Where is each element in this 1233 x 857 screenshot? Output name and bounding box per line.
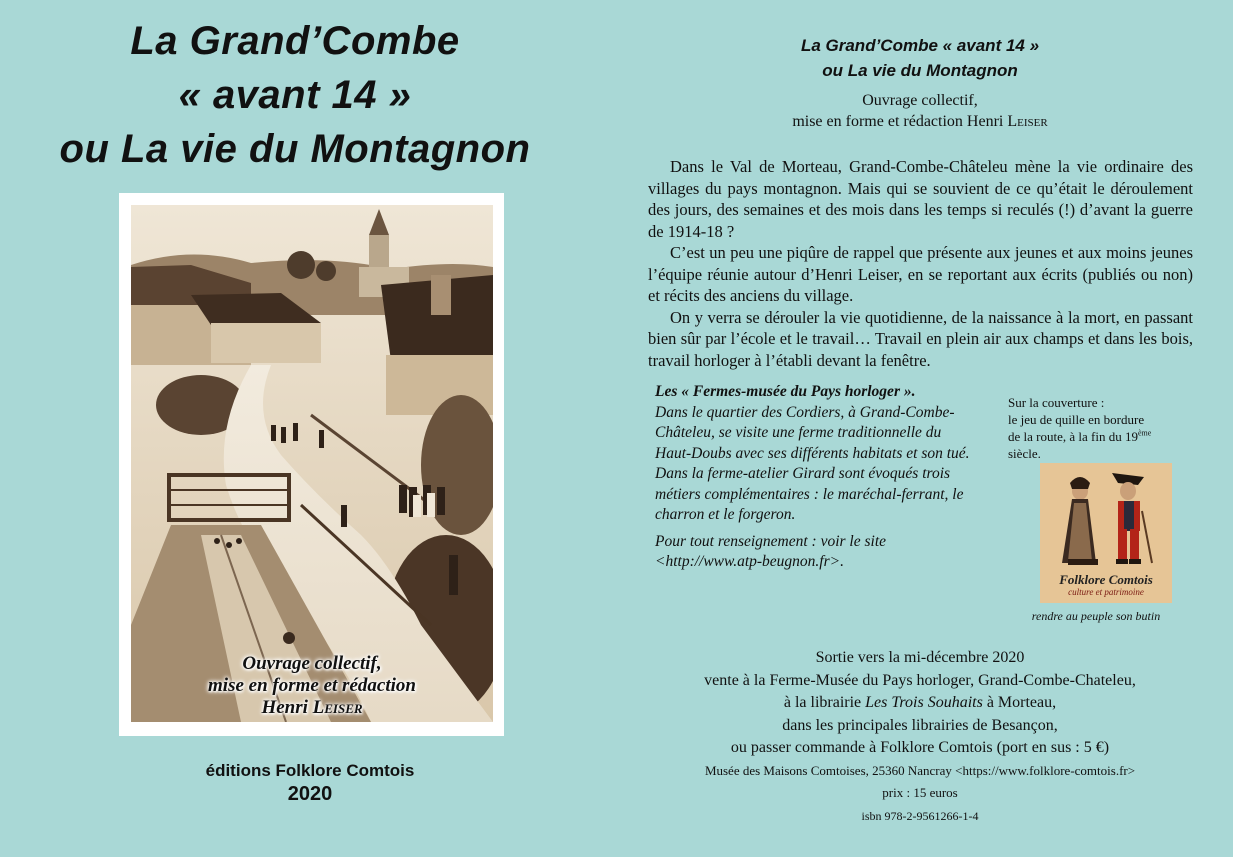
sale-line-2: vente à la Ferme-Musée du Pays horloger, Grand-Combe-Chateleu,: [704, 671, 1136, 689]
cover-photo-frame: [119, 193, 504, 736]
folklore-comtois-logo: [1040, 463, 1172, 603]
sale-libr-prefix: à la librairie: [783, 694, 862, 711]
cover-note-line2: le jeu de quille en bordure: [1008, 412, 1145, 427]
description-paragraph-3: On y verra se dérouler la vie quotidienne, de la naissance à la mort, en passant bien sûr par l’école et le travail… Travail en plein air aux champs et dans les bois, travail horloger à l’établi devant la fenêtre.: [648, 307, 1193, 370]
back-subtitle: [620, 90, 1220, 132]
caption-author-first: Henri: [261, 697, 308, 718]
cover-note-line3: [1008, 428, 1198, 445]
isbn-line: isbn 978-2-9561266-1-4: [861, 808, 979, 823]
sale-line-5: ou passer commande à Folklore Comtois (port en sus : 5 €): [730, 739, 1110, 756]
cover-photo-caption: [131, 653, 493, 719]
sale-info: [620, 647, 1220, 827]
cover-note: [1008, 394, 1198, 462]
sale-libr-suffix: à Morteau,: [986, 694, 1057, 711]
cover-title-line3: ou La vie du Montagnon: [59, 127, 531, 171]
sale-line-4: dans les principales librairies de Besançon,: [782, 716, 1058, 734]
musee-heading: Les « Fermes-musée du Pays horloger ».: [655, 383, 916, 400]
musee-box: [655, 382, 980, 573]
description-paragraph-2: C’est un peu une piqûre de rappel que présente aux jeunes et aux moins jeunes l’équipe réunie autour d’Henri Leiser, en se reportant aux écrits (publiés ou non) et récits des anciens du village.: [648, 243, 1193, 305]
cover-note-line3-text: de la route, à la fin du 19: [1008, 429, 1138, 444]
logo-tagline: culture et patrimoine: [1068, 587, 1144, 597]
musee-paragraph-3: Pour tout renseignement : voir le site <http://www.atp-beugnon.fr>.: [655, 532, 887, 570]
caption-line2: mise en forme et rédaction: [208, 675, 416, 696]
publisher-block: [110, 760, 510, 806]
sale-line-1: Sortie vers la mi-décembre 2020: [815, 649, 1025, 666]
cover-title-line2: « avant 14 »: [178, 73, 412, 117]
publisher-name: éditions Folklore Comtois: [205, 761, 415, 780]
logo-caption: rendre au peuple son butin: [1031, 609, 1161, 623]
back-sub-line2-prefix: mise en forme et rédaction Henri: [792, 113, 1004, 130]
musee-paragraph-1: Dans le quartier des Cordiers, à Grand-Combe-Châteleu, se visite une ferme traditionnelle du Haut-Doubs avec ses différents habitats et son tué.: [655, 403, 970, 462]
address-line: Musée des Maisons Comtoises, 25360 Nancray <https://www.folklore-comtois.fr>: [704, 762, 1136, 778]
caption-author-last: Leiser: [312, 697, 363, 718]
cover-title: [40, 14, 550, 176]
cover-note-line4: siècle.: [1008, 446, 1041, 461]
village-photo-illustration: [131, 205, 493, 722]
publication-year: 2020: [287, 783, 333, 805]
cover-note-line1: Sur la couverture :: [1008, 395, 1105, 410]
logo-name: Folklore Comtois: [1059, 572, 1153, 587]
back-sub-line2: [620, 111, 1220, 132]
caption-line1: Ouvrage collectif,: [242, 653, 382, 674]
cover-title-line1: La Grand’Combe: [130, 19, 460, 63]
back-title-line2: ou La vie du Montagnon: [822, 61, 1018, 80]
cover-photo: [131, 205, 493, 722]
back-sub-author-last: Leiser: [1007, 113, 1048, 130]
back-title: [620, 33, 1220, 83]
back-sub-line1: Ouvrage collectif,: [862, 92, 978, 109]
back-title-line1: La Grand’Combe « avant 14 »: [800, 36, 1040, 55]
caption-author: [131, 697, 493, 719]
musee-paragraph-2: Dans la ferme-atelier Girard sont évoqués trois métiers complémentaires : le maréchal-ferrant, le charron et le forgeron.: [655, 465, 964, 523]
description-body: [648, 156, 1193, 371]
price-line: prix : 15 euros: [882, 785, 958, 800]
sale-line-3: [620, 692, 1220, 715]
description-paragraph-1: Dans le Val de Morteau, Grand-Combe-Châteleu mène la vie ordinaire des villages du pays montagnon. Mais qui se souvient de ce qu’était le déroulement des jours, des semaines et des mois dans les temps si reculés (!) d’avant la guerre de 1914-18 ?: [648, 157, 1193, 241]
sale-libr-name: Les Trois Souhaits: [865, 694, 983, 711]
cover-note-superscript: ème: [1137, 428, 1152, 438]
